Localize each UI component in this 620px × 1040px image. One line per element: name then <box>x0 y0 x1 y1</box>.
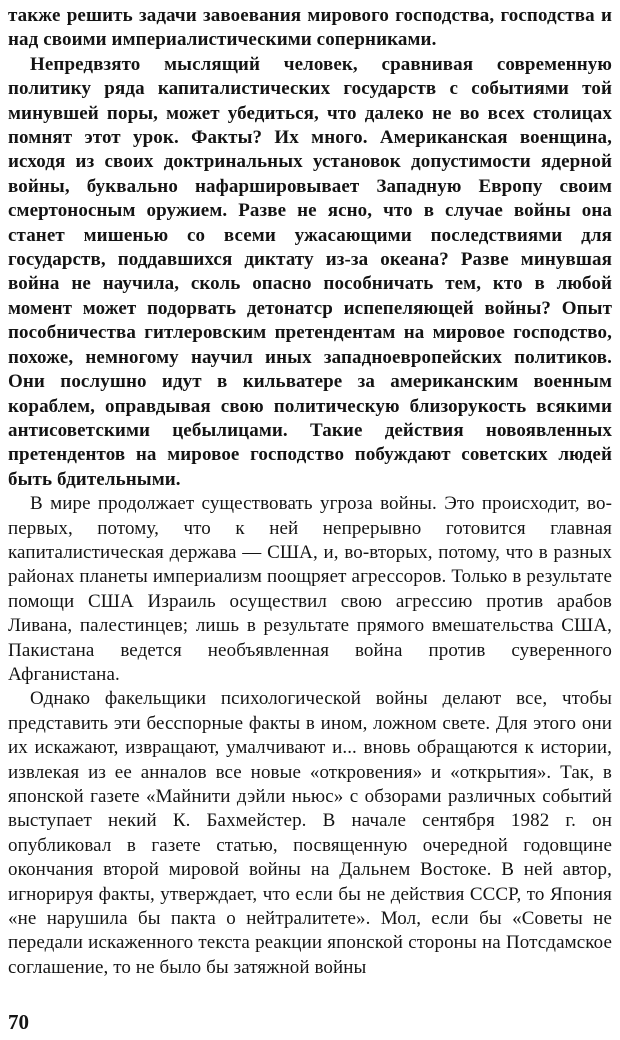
paragraph-continuation: также решить задачи завоевания мирового господства, господства и над своими империалистическими соперниками. <box>8 5 612 51</box>
paragraph-2: В мире продолжает существовать угроза войны. Это происходит, во-первых, потому, что к ней непрерывно готовится главная капиталистическая держава — США, и, во-вторых, потому, что в разных районах планеты империализм поощряет агрессоров. Только в результате помощи США Израиль осуществил свою агрессию против арабов Ливана, палестинцев; лишь в результате прямого вмешательства США, Пакистана ведется необъявленная война против суверенного Афганистана. <box>8 493 612 685</box>
page-body-text <box>8 4 612 980</box>
paragraph-3: Однако факельщики психологической войны делают все, чтобы представить эти бесспорные факты в ином, ложном свете. Для этого они их искажают, извращают, умалчивают и... вновь обращаются к истории, извлекая из ее анналов все новые «откровения» и «открытия». Так, в японской газете «Майнити дэйли ньюс» с обзорами различных событий выступает некий К. Бахмейстер. В начале сентября 1982 г. он опубликовал в газете статью, посвященную очередной годовщине окончания второй мировой войны на Дальнем Востоке. В ней автор, игнорируя факты, утверждает, что если бы не действия СССР, то Япония «не нарушила бы пакта о нейтралитете». Мол, если бы «Советы не передали искаженного текста реакции японской стороны на Потсдамское соглашение, то не было бы затяжной войны <box>8 688 612 978</box>
page-number: 70 <box>8 1010 29 1034</box>
paragraph-1: Непредвзято мыслящий человек, сравнивая современную политику ряда капиталистических государств с событиями той минувшей поры, может убедиться, что далеко не во всех столицах помнят этот урок. Факты? Их много. Американская военщина, исходя из своих доктринальных установок допустимости ядерной войны, буквально нафаршировывает Западную Европу своим смертоносным оружием. Разве не ясно, что в случае войны она станет мишенью со всеми ужасающими последствиями для государств, поддавшихся диктату из-за океана? Разве минувшая война не научила, сколь опасно пособничать тем, кто в любой момент может подорвать детонатср испепеляющей войны? Опыт пособничества гитлеровским претендентам на мировое господство, похоже, немногому научил иных западноевропейских политиков. Они послушно идут в кильватере за американским военным кораблем, оправдывая свою политическую близорукость всякими антисоветскими цебылицами. Такие действия новоявленных претендентов на мировое господство побуждают советских людей быть бдительными. <box>8 53 612 490</box>
